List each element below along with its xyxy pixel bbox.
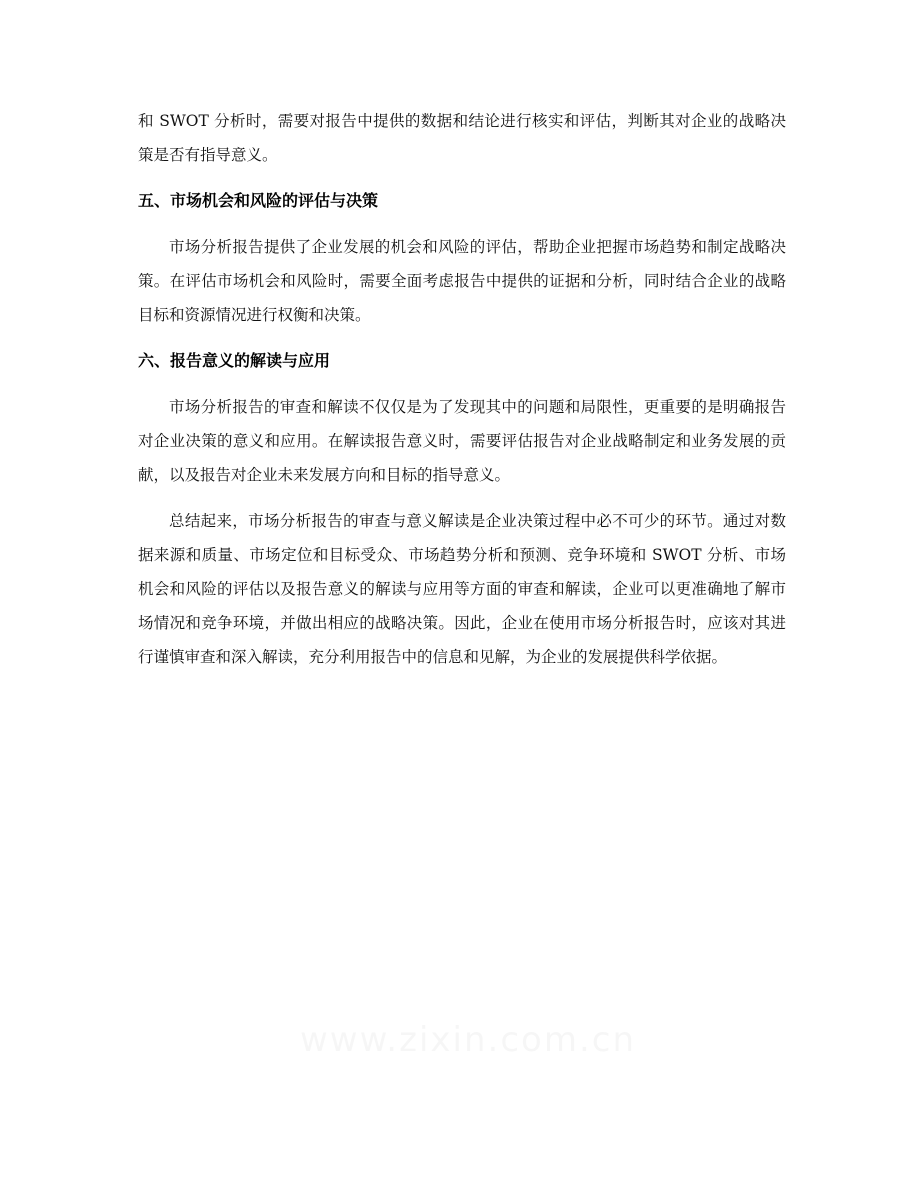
section-heading-6: 六、报告意义的解读与应用 [138,351,331,370]
section-paragraph-5: 市场分析报告提供了企业发展的机会和风险的评估，帮助企业把握市场趋势和制定战略决策。在评估市场机会和风险时，需要全面考虑报告中提供的证据和分析，同时结合企业的战略目标和资源情况进行权衡和决策。 [138,238,786,324]
document-body [138,104,786,686]
continued-paragraph: 和 SWOT 分析时，需要对报告中提供的数据和结论进行核实和评估，判断其对企业的战略决策是否有指导意义。 [138,112,786,164]
conclusion-paragraph: 总结起来，市场分析报告的审查与意义解读是企业决策过程中必不可少的环节。通过对数据来源和质量、市场定位和目标受众、市场趋势分析和预测、竞争环境和 SWOT 分析、市场机会和风险的评估以及报告意义的解读与应用等方面的审查和解读，企业可以更准确地了解市场情况和竞争环境，并做出相应的战略决策。因此，企业在使用市场分析报告时，应该对其进行谨慎审查和深入解读，充分利用报告中的信息和见解，为企业的发展提供科学依据。 [138,512,786,666]
section-paragraph-6: 市场分析报告的审查和解读不仅仅是为了发现其中的问题和局限性，更重要的是明确报告对企业决策的意义和应用。在解读报告意义时，需要评估报告对企业战略制定和业务发展的贡献，以及报告对企业未来发展方向和目标的指导意义。 [138,398,786,484]
watermark [300,1020,636,1060]
section-heading-5: 五、市场机会和风险的评估与决策 [138,191,379,210]
